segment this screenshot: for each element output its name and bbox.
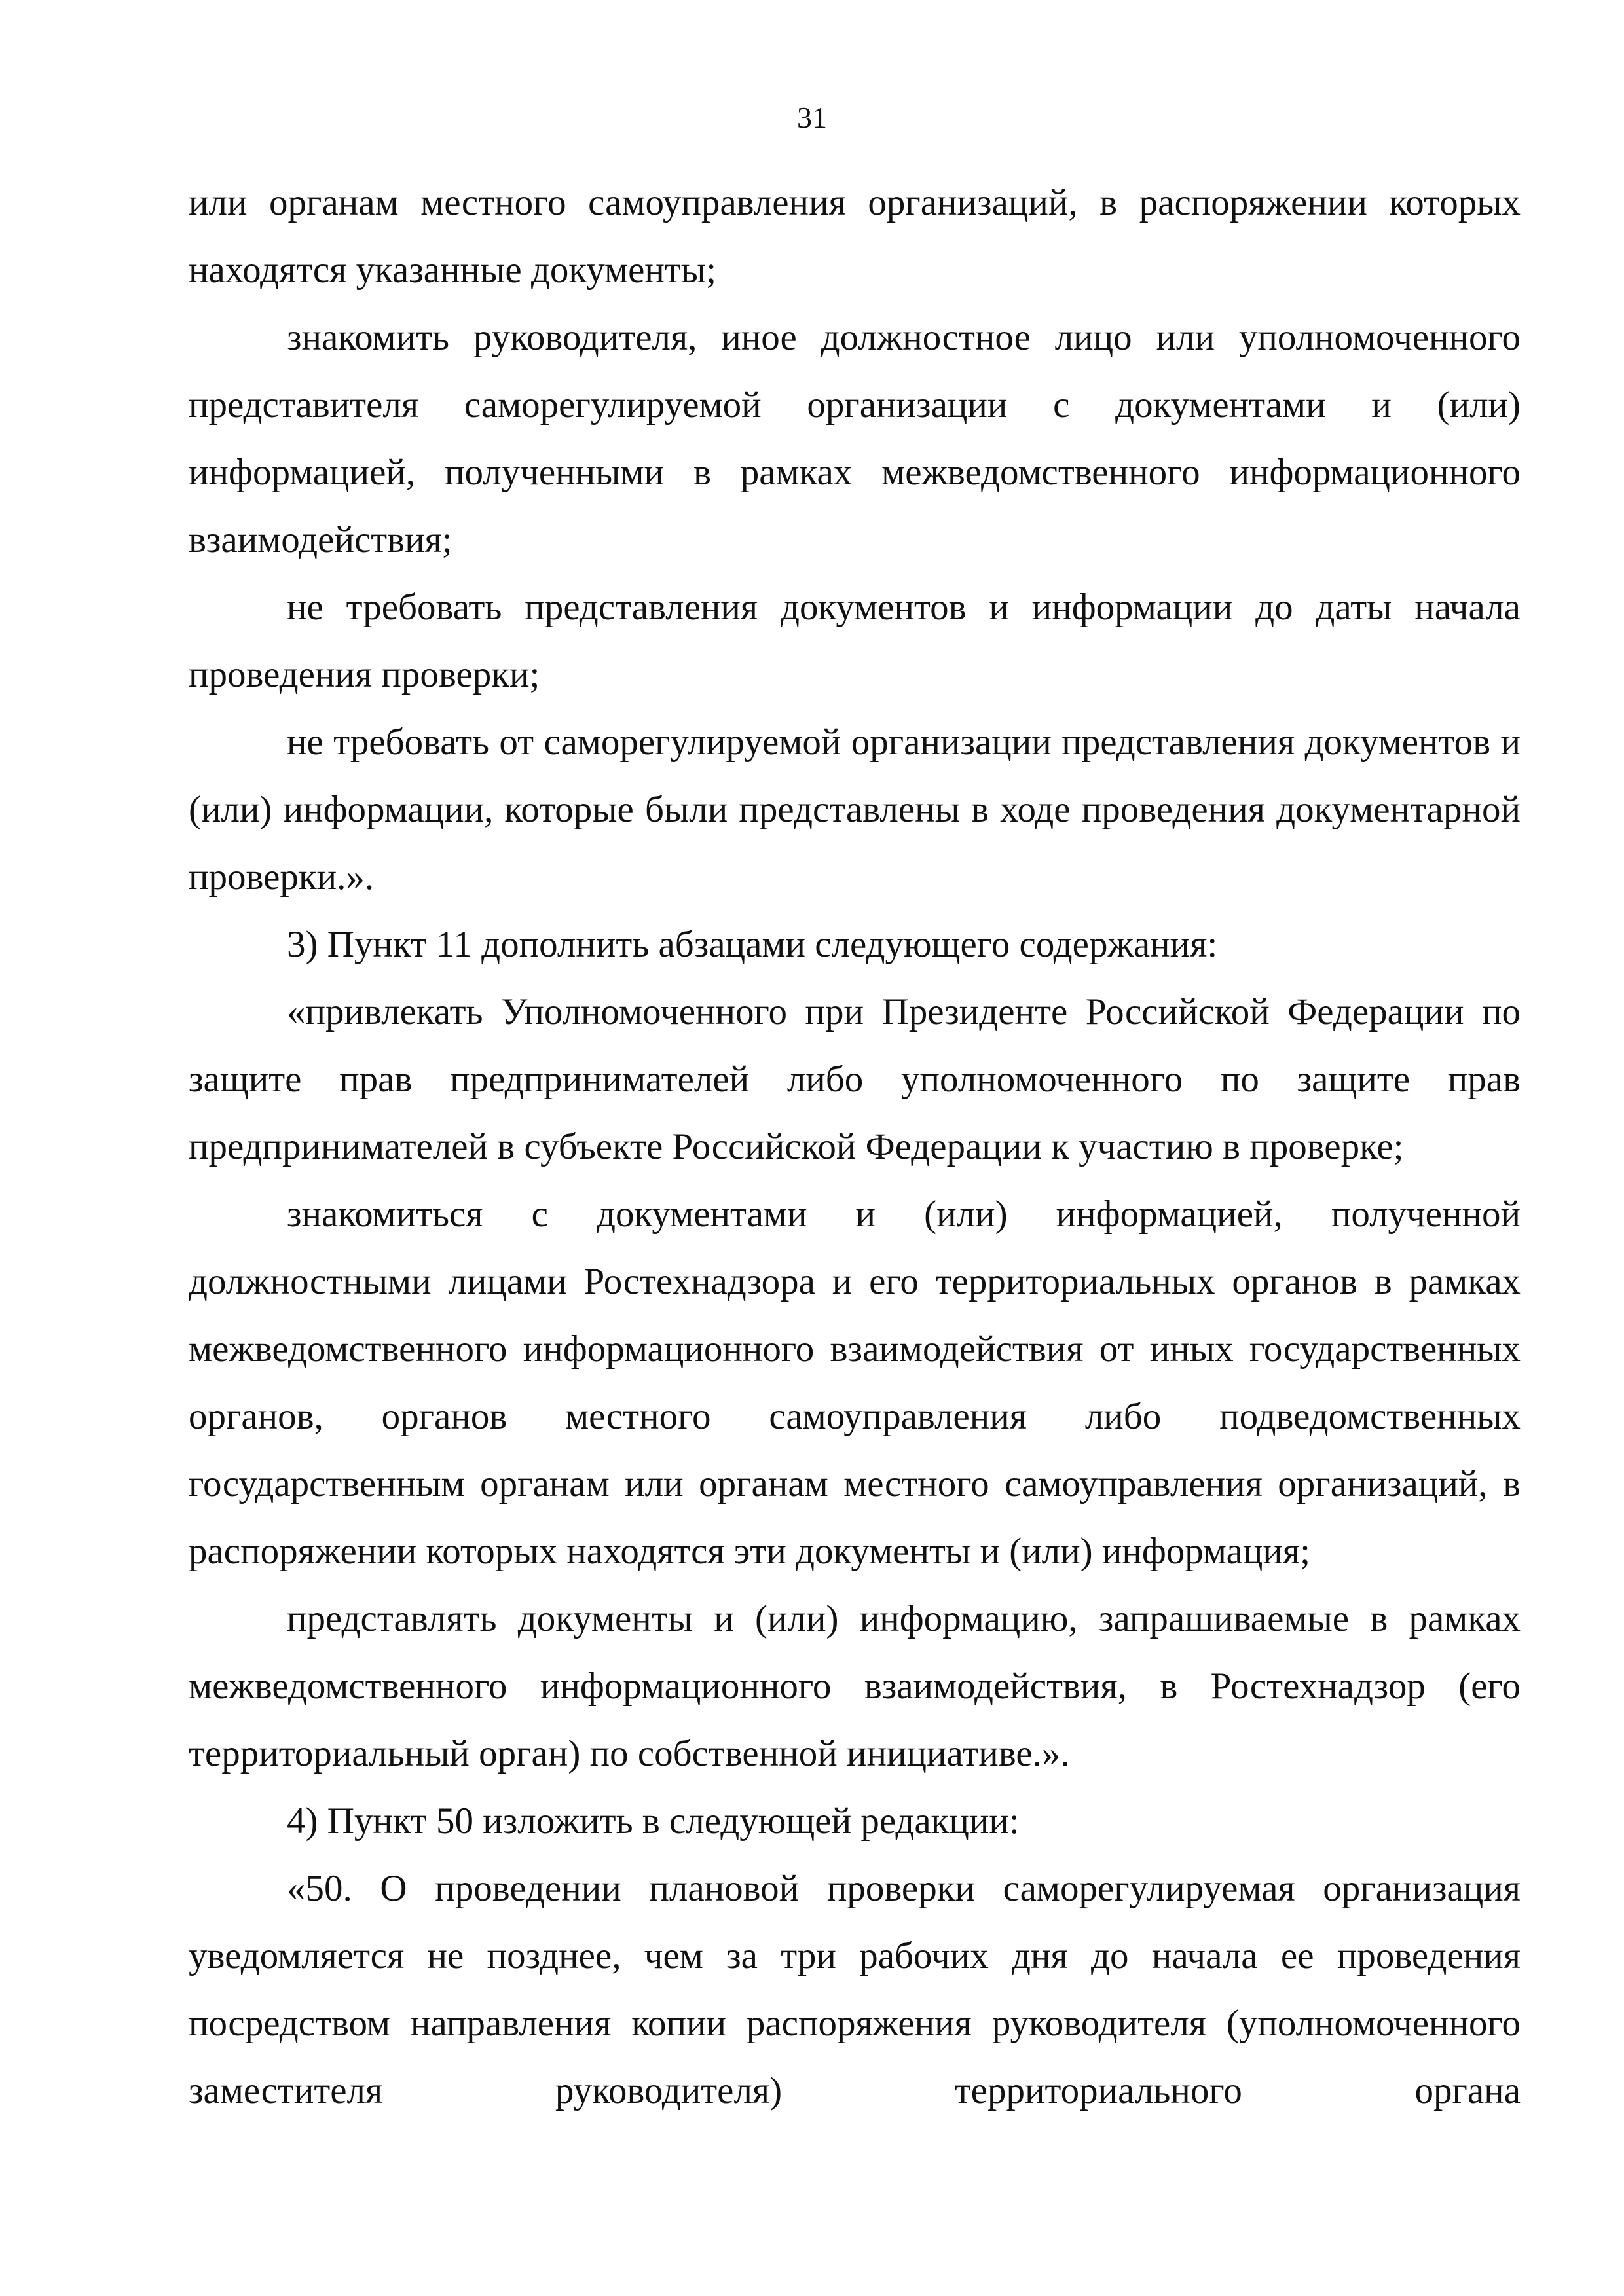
paragraph-no-documents-before-start: не требовать представления документов и информации до даты начала проведения проверки; bbox=[189, 587, 1521, 695]
paragraph-submit-own-initiative: представлять документы и (или) информацию, запрашиваемые в рамках межведомственного информационного взаимодействия, в Ростехнадзор (его территориальный орган) по собственной инициативе.». bbox=[189, 1598, 1521, 1774]
paragraph-acquaint-representative: знакомить руководителя, иное должностное лицо или уполномоченного представителя саморегулируемой организации с документами и (или) информацией, полученными в рамках межведомственного информационного взаимодействия; bbox=[189, 317, 1521, 560]
paragraph-continuation: или органам местного самоуправления организаций, в распоряжении которых находятся указанные документы; bbox=[189, 182, 1521, 291]
paragraph-involve-ombudsman: «привлекать Уполномоченного при Президенте Российской Федерации по защите прав предпринимателей либо уполномоченного по защите прав предпринимателей в субъекте Российской Федерации к участию в проверке; bbox=[189, 991, 1521, 1167]
paragraph-review-interagency-info: знакомиться с документами и (или) информацией, полученной должностными лицами Ростехнадзора и его территориальных органов в рамках межведомственного информационного взаимодействия от иных государственных органов, органов местного самоуправления либо подведомственных государственным органам или органам местного самоуправления организаций, в распоряжении которых находятся эти документы и (или) информация; bbox=[189, 1194, 1521, 1572]
paragraph-item-4-heading: 4) Пункт 50 изложить в следующей редакции: bbox=[287, 1800, 1020, 1842]
paragraph-no-repeat-documents: не требовать от саморегулируемой организации представления документов и (или) информации, которые были представлены в ходе проведения документарной проверки.». bbox=[189, 721, 1521, 898]
paragraph-item-50-text: «50. О проведении плановой проверки саморегулируемая организация уведомляется не позднее, чем за три рабочих дня до начала ее проведения посредством направления копии распоряжения руководителя (уполномоченного заместителя руководителя) территориального органа bbox=[189, 1868, 1521, 2111]
page-number: 31 bbox=[797, 101, 827, 134]
paragraph-item-3-heading: 3) Пункт 11 дополнить абзацами следующего содержания: bbox=[287, 924, 1218, 965]
document-body bbox=[189, 169, 1521, 2124]
